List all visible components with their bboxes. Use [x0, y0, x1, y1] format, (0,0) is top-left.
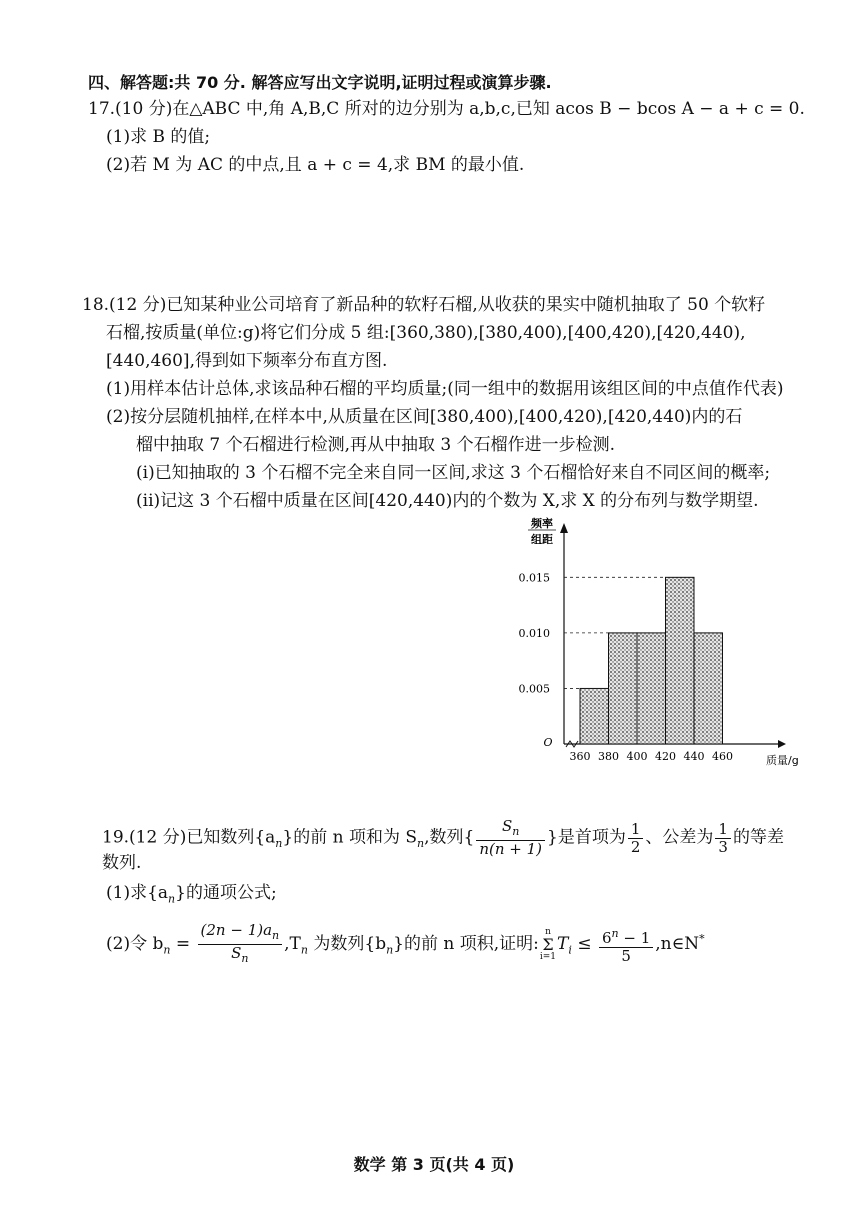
x-tick-label-420: 420 — [655, 750, 676, 763]
fraction-bound — [599, 925, 653, 965]
subscript: i — [568, 943, 572, 957]
x-tick-label-360: 360 — [569, 750, 591, 763]
q18-part1: (1)用样本估计总体,求该品种石榴的平均质量;(同一组中的数据用该组区间的中点值作代表) — [106, 379, 784, 399]
x-tick-label-460: 460 — [712, 750, 733, 763]
subscript: n — [417, 836, 425, 850]
q19-line2: 数列. — [102, 853, 142, 873]
section-heading: 四、解答题:共 70 分. 解答应写出文字说明,证明过程或演算步骤. — [88, 73, 552, 92]
x-tick-label-440: 440 — [683, 750, 705, 763]
q19-text: ,数列{ — [424, 827, 475, 848]
superscript: n — [611, 926, 619, 940]
sum-lower: i=1 — [539, 951, 557, 962]
frac-den: 2 — [630, 837, 641, 856]
fraction-half — [628, 821, 644, 856]
q19-text: 、公差为 — [645, 827, 714, 848]
superscript: * — [699, 932, 705, 946]
x-axis-arrow — [778, 740, 786, 748]
sigma-symbol: Σ — [542, 934, 554, 954]
q19-text: 的等差 — [732, 827, 784, 848]
frac-num: 1 — [628, 821, 644, 839]
q19-text: ≤ — [571, 934, 597, 954]
y-tick-label-0.010: 0.010 — [518, 626, 550, 640]
page-footer: 数学 第 3 页(共 4 页) — [353, 1155, 515, 1174]
y-axis-arrow — [560, 523, 568, 533]
frac-num: − 1 — [618, 928, 651, 947]
subscript: n — [241, 952, 249, 965]
q19-text: }的前 n 项和为 S — [282, 827, 418, 848]
y-tick-label-0.015: 0.015 — [518, 571, 550, 585]
q19-line1 — [102, 818, 784, 858]
histogram-bar-3 — [637, 633, 666, 744]
fraction-third — [715, 821, 731, 856]
q19-text: 为数列{b — [307, 934, 387, 954]
histogram-bar-5 — [694, 633, 723, 744]
q17-stem: 17.(10 分)在△ABC 中,角 A,B,C 所对的边分别为 a,b,c,已知 acos B − bcos A − a + c = 0. — [88, 99, 805, 119]
subscript: n — [512, 825, 520, 838]
q17-part1: (1)求 B 的值; — [106, 127, 211, 147]
histogram-bar-1 — [580, 688, 609, 744]
histogram-bar-4 — [666, 577, 695, 744]
frac-den: n(n + 1) — [479, 840, 543, 858]
q19-text: ,T — [284, 934, 301, 954]
q19-part2 — [106, 922, 705, 967]
q19-text: }的前 n 项积,证明: — [393, 934, 539, 954]
x-tick-label-400: 400 — [626, 750, 648, 763]
q18-part2ii: (ii)记这 3 个石榴中质量在区间[420,440)内的个数为 X,求 X 的分布列与数学期望. — [136, 491, 759, 511]
y-axis-label-top: 频率 — [531, 517, 553, 530]
frac-num: S — [502, 817, 513, 835]
q18-part2i: (i)已知抽取的 3 个石榴不完全来自同一区间,求这 3 个石榴恰好来自不同区间的概率; — [136, 463, 771, 483]
fraction-bn — [198, 922, 283, 967]
subscript: n — [275, 836, 283, 850]
subscript: n — [300, 943, 308, 957]
origin-label: O — [543, 736, 553, 749]
frac-den: S — [231, 944, 242, 962]
q18-line1: 18.(12 分)已知某种业公司培育了新品种的软籽石榴,从收获的果实中随机抽取了 50 个软籽 — [82, 295, 766, 315]
frac-num: (2n − 1)a — [200, 921, 273, 939]
q19-text: (1)求{a — [106, 883, 169, 903]
q19-text: T — [557, 934, 569, 954]
q18-line3: [440,460],得到如下频率分布直方图. — [106, 351, 388, 371]
frequency-histogram — [510, 515, 810, 775]
q19-text: = — [170, 934, 196, 954]
q18-part2b: 榴中抽取 7 个石榴进行检测,再从中抽取 3 个石榴作进一步检测. — [136, 435, 616, 455]
fraction-sn — [476, 818, 545, 858]
q19-text: 19.(12 分)已知数列{a — [102, 827, 276, 848]
q18-part2a: (2)按分层随机抽样,在样本中,从质量在区间[380,400),[400,420),[420,440)内的石 — [106, 407, 743, 427]
histogram-bar-2 — [609, 633, 638, 744]
frac-num: 6 — [601, 928, 612, 947]
subscript: n — [386, 943, 394, 957]
subscript: n — [163, 943, 171, 957]
y-tick-label-0.005: 0.005 — [518, 682, 550, 696]
frac-den: 5 — [621, 946, 631, 965]
q19-text: }是首项为 — [547, 827, 626, 848]
y-axis-label-bottom: 组距 — [531, 533, 553, 546]
q18-line2: 石榴,按质量(单位:g)将它们分成 5 组:[360,380),[380,400),[400,420),[420,440), — [106, 323, 746, 343]
q19-text: (2)令 b — [106, 934, 164, 954]
q19-text: ,n∈N — [655, 934, 700, 954]
q19-part1 — [106, 882, 277, 910]
q19-text: }的通项公式; — [175, 883, 277, 903]
sum-upper: n — [545, 926, 551, 937]
frac-den: 3 — [718, 837, 728, 856]
subscript: n — [272, 929, 280, 942]
subscript: n — [168, 892, 176, 906]
x-axis-label: 质量/g — [766, 754, 799, 767]
frac-num: 1 — [715, 821, 731, 839]
x-tick-label-380: 380 — [598, 750, 619, 763]
q17-part2: (2)若 M 为 AC 的中点,且 a + c = 4,求 BM 的最小值. — [106, 155, 525, 175]
axis-break-mark — [566, 741, 578, 747]
summation — [540, 928, 556, 962]
